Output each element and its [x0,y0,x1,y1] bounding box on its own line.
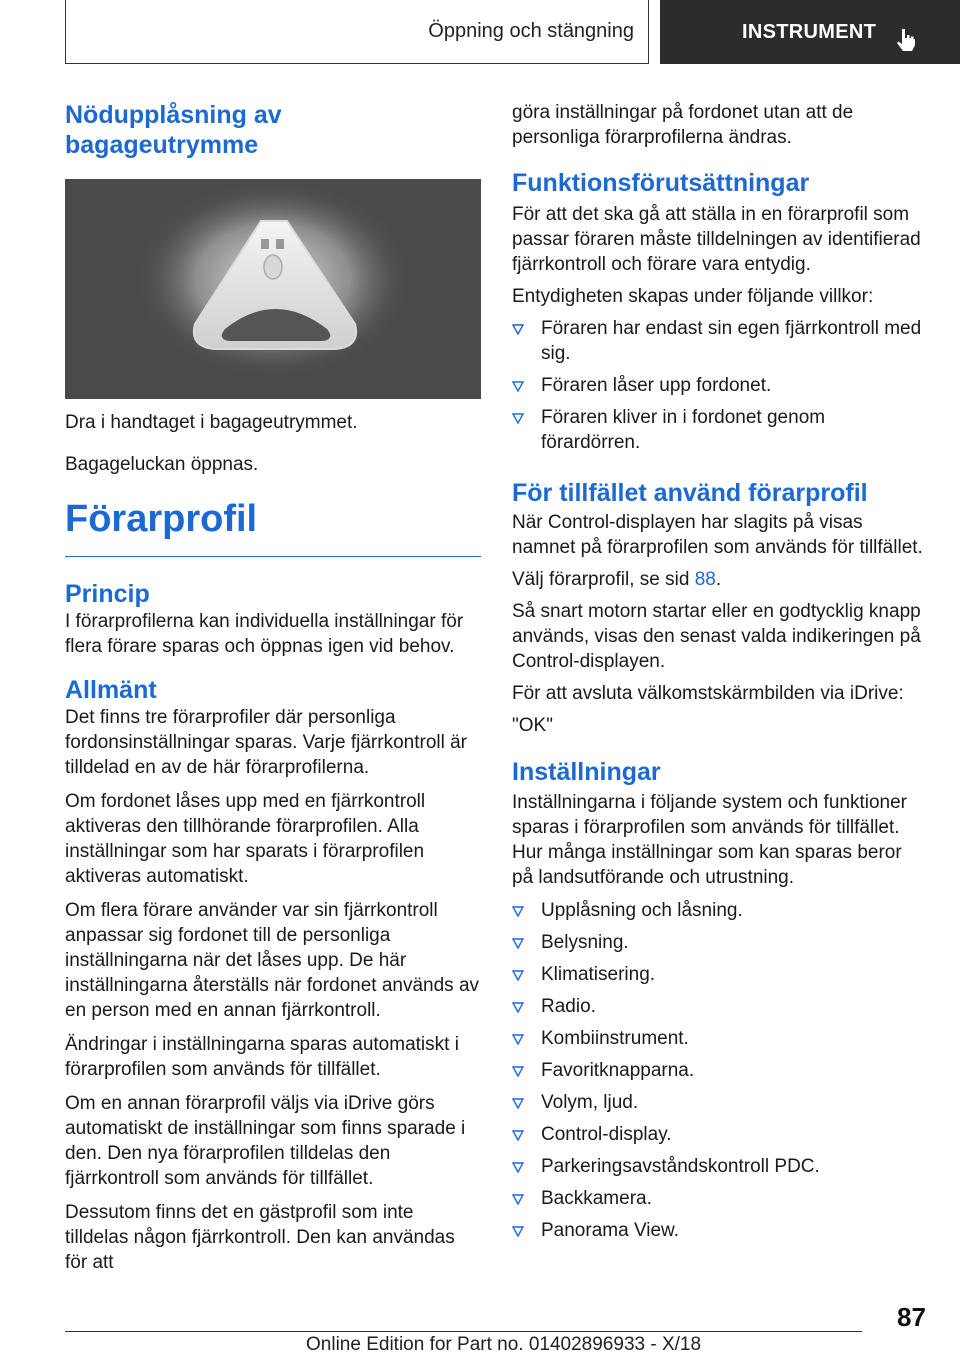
triangle-bullet-icon [512,1225,524,1237]
requirements-list [512,316,927,455]
heading-settings: Inställningar [512,758,661,786]
triangle-bullet-icon [512,380,524,392]
triangle-bullet-icon [512,1161,524,1173]
para-general-3: Om flera förare använder var sin fjärrkontroll anpassar sig fordonet till de personliga inställningarna när det låses upp. De här inställningarna återställs när fordonet används av en person med en annan fjärrkontroll. [65,900,480,1021]
heading-current-profile: För tillfället använd förarprofil [512,479,868,507]
triangle-bullet-icon [512,1193,524,1205]
triangle-bullet-icon [512,1129,524,1141]
running-header-section [65,0,649,64]
para-select-profile: Välj förarprofil, se sid 88. [512,569,722,590]
heading-general: Allmänt [65,676,157,704]
section-title: Öppning och stängning [428,20,634,42]
chapter-title: INSTRUMENT [742,20,877,43]
list-item: Control-display. [512,1122,927,1147]
list-item: Parkeringsavståndskontroll PDC. [512,1154,927,1179]
triangle-bullet-icon [512,969,524,981]
triangle-bullet-icon [512,1065,524,1077]
list-item: Backkamera. [512,1186,927,1211]
left-column [65,100,481,1275]
list-item: Volym, ljud. [512,1090,927,1115]
heading-emergency-unlock: Nödupplåsning av bagageutrymme [65,101,282,159]
page-number: 87 [897,1302,926,1332]
triangle-bullet-icon [512,1033,524,1045]
para-current-3: För att avsluta välkomstskärmbilden via iDrive: [512,683,904,704]
list-item: Upplåsning och låsning. [512,898,927,923]
trunk-handle-photo [65,179,481,399]
para-principle: I förarprofilerna kan individuella inställningar för flera förare sparas och öppnas igen vid behov. [65,611,464,657]
triangle-bullet-icon [512,323,524,335]
triangle-bullet-icon [512,1001,524,1013]
list-item: Belysning. [512,930,927,955]
heading-principle: Princip [65,580,150,608]
settings-list [512,898,927,1243]
hand-pointer-icon [895,27,917,53]
para-continued: göra inställningar på fordonet utan att de personliga förarprofilerna ändras. [512,102,854,148]
list-item: Föraren kliver in i fordonet genom förardörren. [512,405,927,455]
para-general-5: Om en annan förarprofil väljs via iDrive görs automatiskt de inställningar som finns sparade i den. Den nya förarprofilen tilldelas den fjärrkontroll som används för tillfället. [65,1093,466,1189]
para-settings: Inställningarna i följande system och funktioner sparas i förarprofilen som används för tillfället. Hur många inställningar som kan sparas beror på landsutförande och utrustning. [512,792,908,888]
list-item: Panorama View. [512,1218,927,1243]
para-general-4: Ändringar i inställningarna sparas automatiskt i förarprofilen som används för tillfället. [65,1034,459,1080]
list-item: Föraren låser upp fordonet. [512,373,927,398]
list-item: Radio. [512,994,927,1019]
para-general-6: Dessutom finns det en gästprofil som inte tilldelas någon fjärrkontroll. Den kan användas för att [65,1202,455,1273]
para-pull-handle: Dra i handtaget i bagageutrymmet. [65,412,358,433]
list-item: Föraren har endast sin egen fjärrkontroll med sig. [512,316,927,366]
para-requirements-1: För att det ska gå att ställa in en förarprofil som passar föraren måste tilldelningen av identifierad fjärrkontroll och förare vara entydig. [512,204,921,275]
page-link-88[interactable]: 88 [694,569,716,590]
edition-footer: Online Edition for Part no. 01402896933 - X/18 [306,1334,702,1355]
triangle-bullet-icon [512,1097,524,1109]
para-general-2: Om fordonet låses upp med en fjärrkontroll aktiveras den tillhörande förarprofilen. Alla inställningar som har sparats i förarprofilen aktiveras automatiskt. [65,791,426,887]
para-current-4: "OK" [512,715,553,736]
para-current-2: Så snart motorn startar eller en godtycklig knapp används, visas den senast valda indikeringen på Control-displayen. [512,601,921,672]
triangle-bullet-icon [512,412,524,424]
triangle-bullet-icon [512,937,524,949]
list-item: Klimatisering. [512,962,927,987]
list-item: Favoritknapparna. [512,1058,927,1083]
para-tailgate-opens: Bagageluckan öppnas. [65,454,259,475]
footer-rule [65,1331,862,1332]
heading-driver-profile: Förarprofil [65,498,258,540]
para-requirements-2: Entydigheten skapas under följande villkor: [512,286,874,307]
heading-requirements: Funktionsförutsättningar [512,169,810,197]
triangle-bullet-icon [512,905,524,917]
list-item: Kombiinstrument. [512,1026,927,1051]
para-current-1: När Control-displayen har slagits på visas namnet på förarprofilen som används för tillfället. [512,512,923,558]
trunk-release-handle-illustration [65,179,481,399]
para-general-1: Det finns tre förarprofiler där personliga fordonsinställningar sparas. Varje fjärrkontroll är tilldelad en av de här förarprofilerna. [65,707,467,778]
right-column [512,100,927,1243]
